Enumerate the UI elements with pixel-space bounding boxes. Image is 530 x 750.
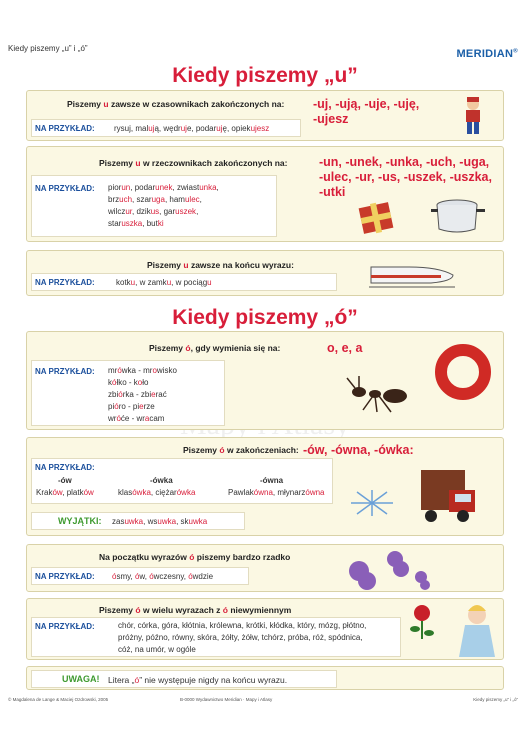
section-o-unchanging [26, 598, 504, 660]
warning-label: UWAGA! [62, 674, 100, 684]
boy-icon [461, 96, 485, 136]
example-box [31, 360, 225, 426]
example-box [31, 273, 337, 291]
ring-icon [433, 342, 493, 402]
train-icon [369, 261, 455, 291]
rule-text: Piszemy ó, gdy wymienia się na: [149, 343, 281, 353]
logo-mark: ® [513, 48, 518, 55]
example-row: zbiórka - zbierać [108, 390, 167, 399]
np-label: NA PRZYKŁAD: [35, 463, 95, 472]
u-title: Kiedy piszemy „u” [172, 64, 358, 87]
example-owka: klasówka, ciężarówka [118, 488, 196, 497]
example-row: mrówka - mrowisko [108, 366, 177, 375]
endings: -ów, -ówna, -ówka: [303, 443, 414, 457]
endings: -un, -unek, -unka, -uch, -uga, -ulec, -ur, -us, -uszek, -uszka, -utki [319, 155, 492, 199]
section-o-exchange [26, 331, 504, 430]
example-row: wróće - wracam [108, 414, 165, 423]
example-words [118, 620, 366, 656]
section-o-endings [26, 437, 504, 536]
example-row: staruszka, butki [108, 219, 164, 228]
section-u-end [26, 250, 504, 296]
endings: o, e, a [327, 341, 363, 355]
footer-right: Kiedy piszemy „u” i „ó” [473, 697, 518, 702]
rule-text: Piszemy u zawsze na końcu wyrazu: [147, 260, 294, 270]
rule-text: Na początku wyrazów ó piszemy bardzo rzadko [99, 552, 291, 562]
example-row: piorun, podarunek, zwiastunka, [108, 183, 219, 192]
eight-icon [345, 549, 435, 591]
rule-text: Piszemy u w rzeczownikach zakończonych na: [99, 158, 288, 168]
example-words [108, 365, 177, 425]
example-row: wilczur, dzikus, garuszek, [108, 207, 199, 216]
pot-icon [431, 195, 487, 235]
np-label: NA PRZYKŁAD: [35, 572, 95, 581]
exceptions-label: WYJĄTKI: [58, 516, 102, 526]
np-label: NA PRZYKŁAD: [35, 622, 95, 631]
rule-text: Piszemy ó w zakończeniach: [183, 445, 299, 455]
section-warning [26, 666, 504, 690]
example-line: próżny, późno, równy, skóra, żółty, żółw, tchórz, próba, róż, spódnica, [118, 633, 363, 642]
np-label: NA PRZYKŁAD: [35, 367, 95, 376]
warning-text: Litera „ó” nie występuje nigdy na końcu wyrazu. [108, 675, 288, 685]
exceptions-box [31, 512, 245, 530]
example-row: pióro - pierze [108, 402, 155, 411]
warning-box [31, 670, 337, 688]
example-line: chór, córka, góra, kłótnia, królewna, krótki, kłódka, który, mózg, płótno, [118, 621, 367, 630]
meridian-logo [456, 48, 518, 60]
logo-text: MERIDIAN [456, 48, 514, 60]
np-label: NA PRZYKŁAD: [35, 124, 95, 133]
example-ow: Kraków, platków [36, 488, 94, 497]
example-line: cóż, na umór, w ogóle [118, 645, 196, 654]
rule-text: Piszemy ó w wielu wyrazach z ó niewymiennym [99, 605, 292, 615]
example-words: ósmy, ów, ówczesny, ówdzie [112, 572, 214, 581]
example-box [31, 458, 333, 504]
col-head-owna: -ówna [260, 476, 284, 485]
example-box [31, 617, 401, 657]
example-words: kotku, w zamku, w pociągu [116, 278, 212, 287]
col-head-owka: -ówka [150, 476, 173, 485]
ant-icon [345, 374, 415, 414]
example-box [31, 175, 277, 237]
rose-icon [405, 601, 439, 641]
section-u-nouns [26, 146, 504, 242]
endings: -uj, -ują, -uje, -uję, -ujesz [313, 97, 420, 126]
np-label: NA PRZYKŁAD: [35, 184, 95, 193]
example-row: brzuch, szaruga, hamulec, [108, 195, 202, 204]
header-title: Kiedy piszemy „u” i „ó” [8, 44, 88, 53]
section-o-start [26, 544, 504, 592]
princess-icon [457, 601, 497, 659]
example-box [31, 567, 249, 585]
rule-text: Piszemy u zawsze w czasownikach zakończonych na: [67, 99, 285, 109]
example-row: kółko - koło [108, 378, 149, 387]
np-label: NA PRZYKŁAD: [35, 278, 95, 287]
truck-icon [419, 468, 479, 524]
example-box [31, 119, 301, 137]
example-words [108, 182, 219, 230]
col-head-ow: -ów [58, 476, 72, 485]
example-owna: Pawlakówna, młynarzówna [228, 488, 325, 497]
section-u-verbs [26, 90, 504, 141]
snowflake-icon [347, 488, 397, 518]
exceptions-words: zasuwka, wsuwka, skuwka [112, 517, 208, 526]
gift-box-icon [357, 195, 397, 235]
example-words: rysuj, malują, wędruje, podaruję, opiekujesz [114, 124, 270, 133]
o-title: Kiedy piszemy „ó” [172, 306, 358, 329]
footer-center: B-0000 Wydawnictwo Meridian · Mapy i Atlasy [180, 697, 273, 702]
footer-copyright: © Magdalena de Lange & Maciej Ozdrowski, 2005 [8, 697, 109, 702]
